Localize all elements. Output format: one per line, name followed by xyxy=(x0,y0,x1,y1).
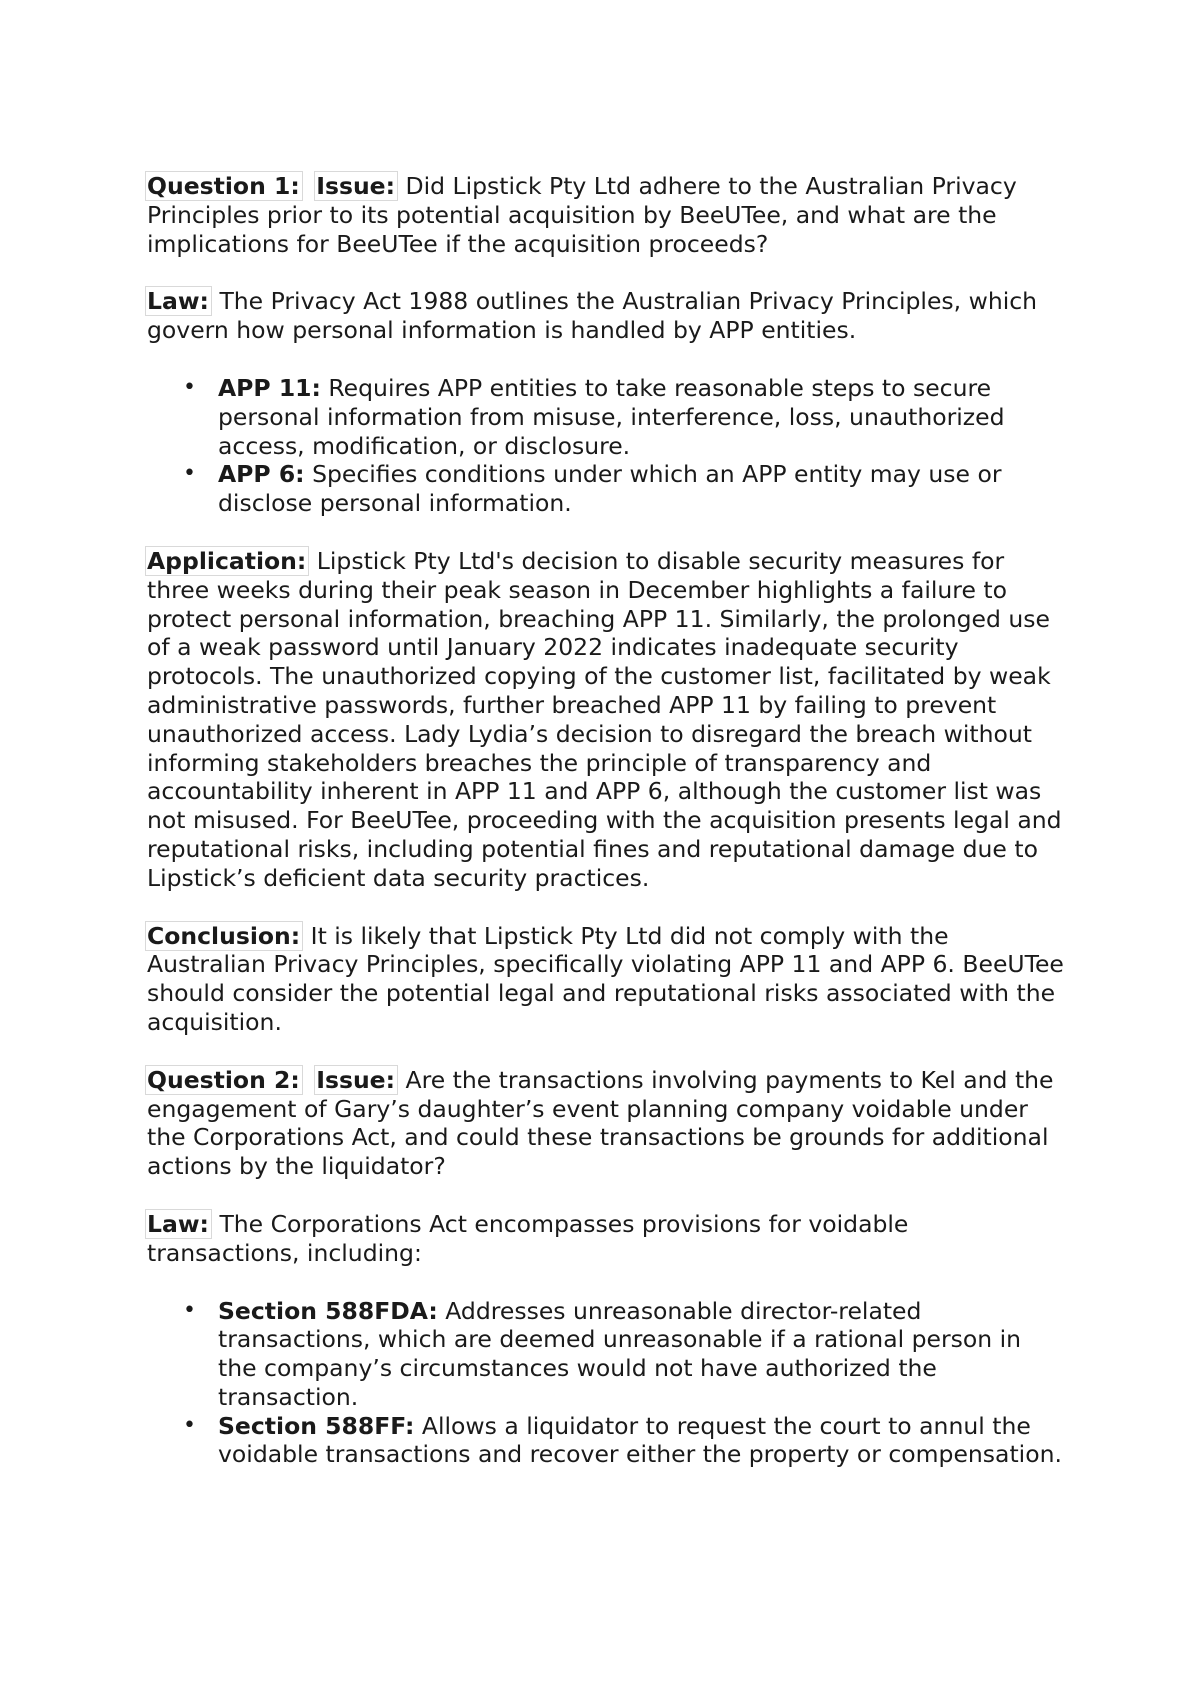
q2-issue-text: Are the transactions involving payments to Kel and the engagement of Gary’s daughter’s event planning company voidable under the Corporations Act, and could these transactions be grounds for additional actions by the liquidator? xyxy=(147,1065,1054,1181)
bullet-text: Requires APP entities to take reasonable steps to secure personal information from misuse, interference, loss, unauthorized access, modification, or disclosure. xyxy=(218,373,1005,460)
bullet-label: APP 11: xyxy=(218,373,321,402)
bullet-icon: • xyxy=(183,1412,196,1438)
q1-application-paragraph xyxy=(147,547,1067,893)
q1-application-text: Lipstick Pty Ltd's decision to disable security measures for three weeks during their peak season in December highlights a failure to protect personal information, breaching APP 11. Similarly, the prolonged use of a weak password until January 2022 indicates inadequate security protocols. The unauthorized copying of the customer list, facilitated by weak administrative passwords, further breached APP 11 by failing to prevent unauthorized access. Lady Lydia’s decision to disregard the breach without informing stakeholders breaches the principle of transparency and accountability inherent in APP 11 and APP 6, although the customer list was not misused. For BeeUTee, proceeding with the acquisition presents legal and reputational risks, including potential fines and reputational damage due to Lipstick’s deficient data security practices. xyxy=(147,546,1062,892)
issue-label: Issue: xyxy=(314,171,398,201)
q1-conclusion-paragraph xyxy=(147,922,1067,1037)
q2-law-text: The Corporations Act encompasses provisions for voidable transactions, including: xyxy=(147,1209,909,1267)
issue-label: Issue: xyxy=(314,1065,398,1095)
q2-issue-paragraph xyxy=(147,1066,1067,1181)
bullet-label: APP 6: xyxy=(218,460,305,489)
q1-conclusion-text: It is likely that Lipstick Pty Ltd did not comply with the Australian Privacy Principles, specifically violating APP 11 and APP 6. BeeUTee should consider the potential legal and reputational risks associated with the acquisition. xyxy=(147,921,1064,1036)
bullet-label: Section 588FF: xyxy=(218,1411,415,1440)
law-label: Law: xyxy=(145,286,212,316)
list-item xyxy=(147,1412,1067,1470)
bullet-icon: • xyxy=(183,1297,196,1323)
document-page xyxy=(147,172,1067,1498)
q1-issue-text: Did Lipstick Pty Ltd adhere to the Australian Privacy Principles prior to its potential acquisition by BeeUTee, and what are the implications for BeeUTee if the acquisition proceeds? xyxy=(147,172,1017,258)
bullet-icon: • xyxy=(183,374,196,400)
q2-law-list xyxy=(147,1297,1067,1470)
q1-law-text: The Privacy Act 1988 outlines the Australian Privacy Principles, which govern how personal information is handled by APP entities. xyxy=(147,287,1038,345)
bullet-label: Section 588FDA: xyxy=(218,1296,438,1325)
list-item xyxy=(147,374,1067,460)
bullet-text: Specifies conditions under which an APP entity may use or disclose personal information. xyxy=(218,460,1002,518)
conclusion-label: Conclusion: xyxy=(145,921,303,951)
bullet-text: Addresses unreasonable director-related transactions, which are deemed unreasonable if a rational person in the company’s circumstances would not have authorized the transaction. xyxy=(218,1296,1022,1411)
q1-law-list xyxy=(147,374,1067,518)
list-item xyxy=(147,460,1067,518)
law-label: Law: xyxy=(145,1209,212,1239)
bullet-text: Allows a liquidator to request the court to annul the voidable transactions and recover either the property or compensation. xyxy=(218,1411,1062,1469)
application-label: Application: xyxy=(145,546,309,576)
question-1-label: Question 1: xyxy=(145,171,303,201)
q2-law-paragraph xyxy=(147,1210,1067,1268)
bullet-icon: • xyxy=(183,461,196,487)
list-item xyxy=(147,1297,1067,1412)
question-2-label: Question 2: xyxy=(145,1065,303,1095)
q1-issue-paragraph xyxy=(147,172,1067,258)
q1-law-paragraph xyxy=(147,287,1067,345)
